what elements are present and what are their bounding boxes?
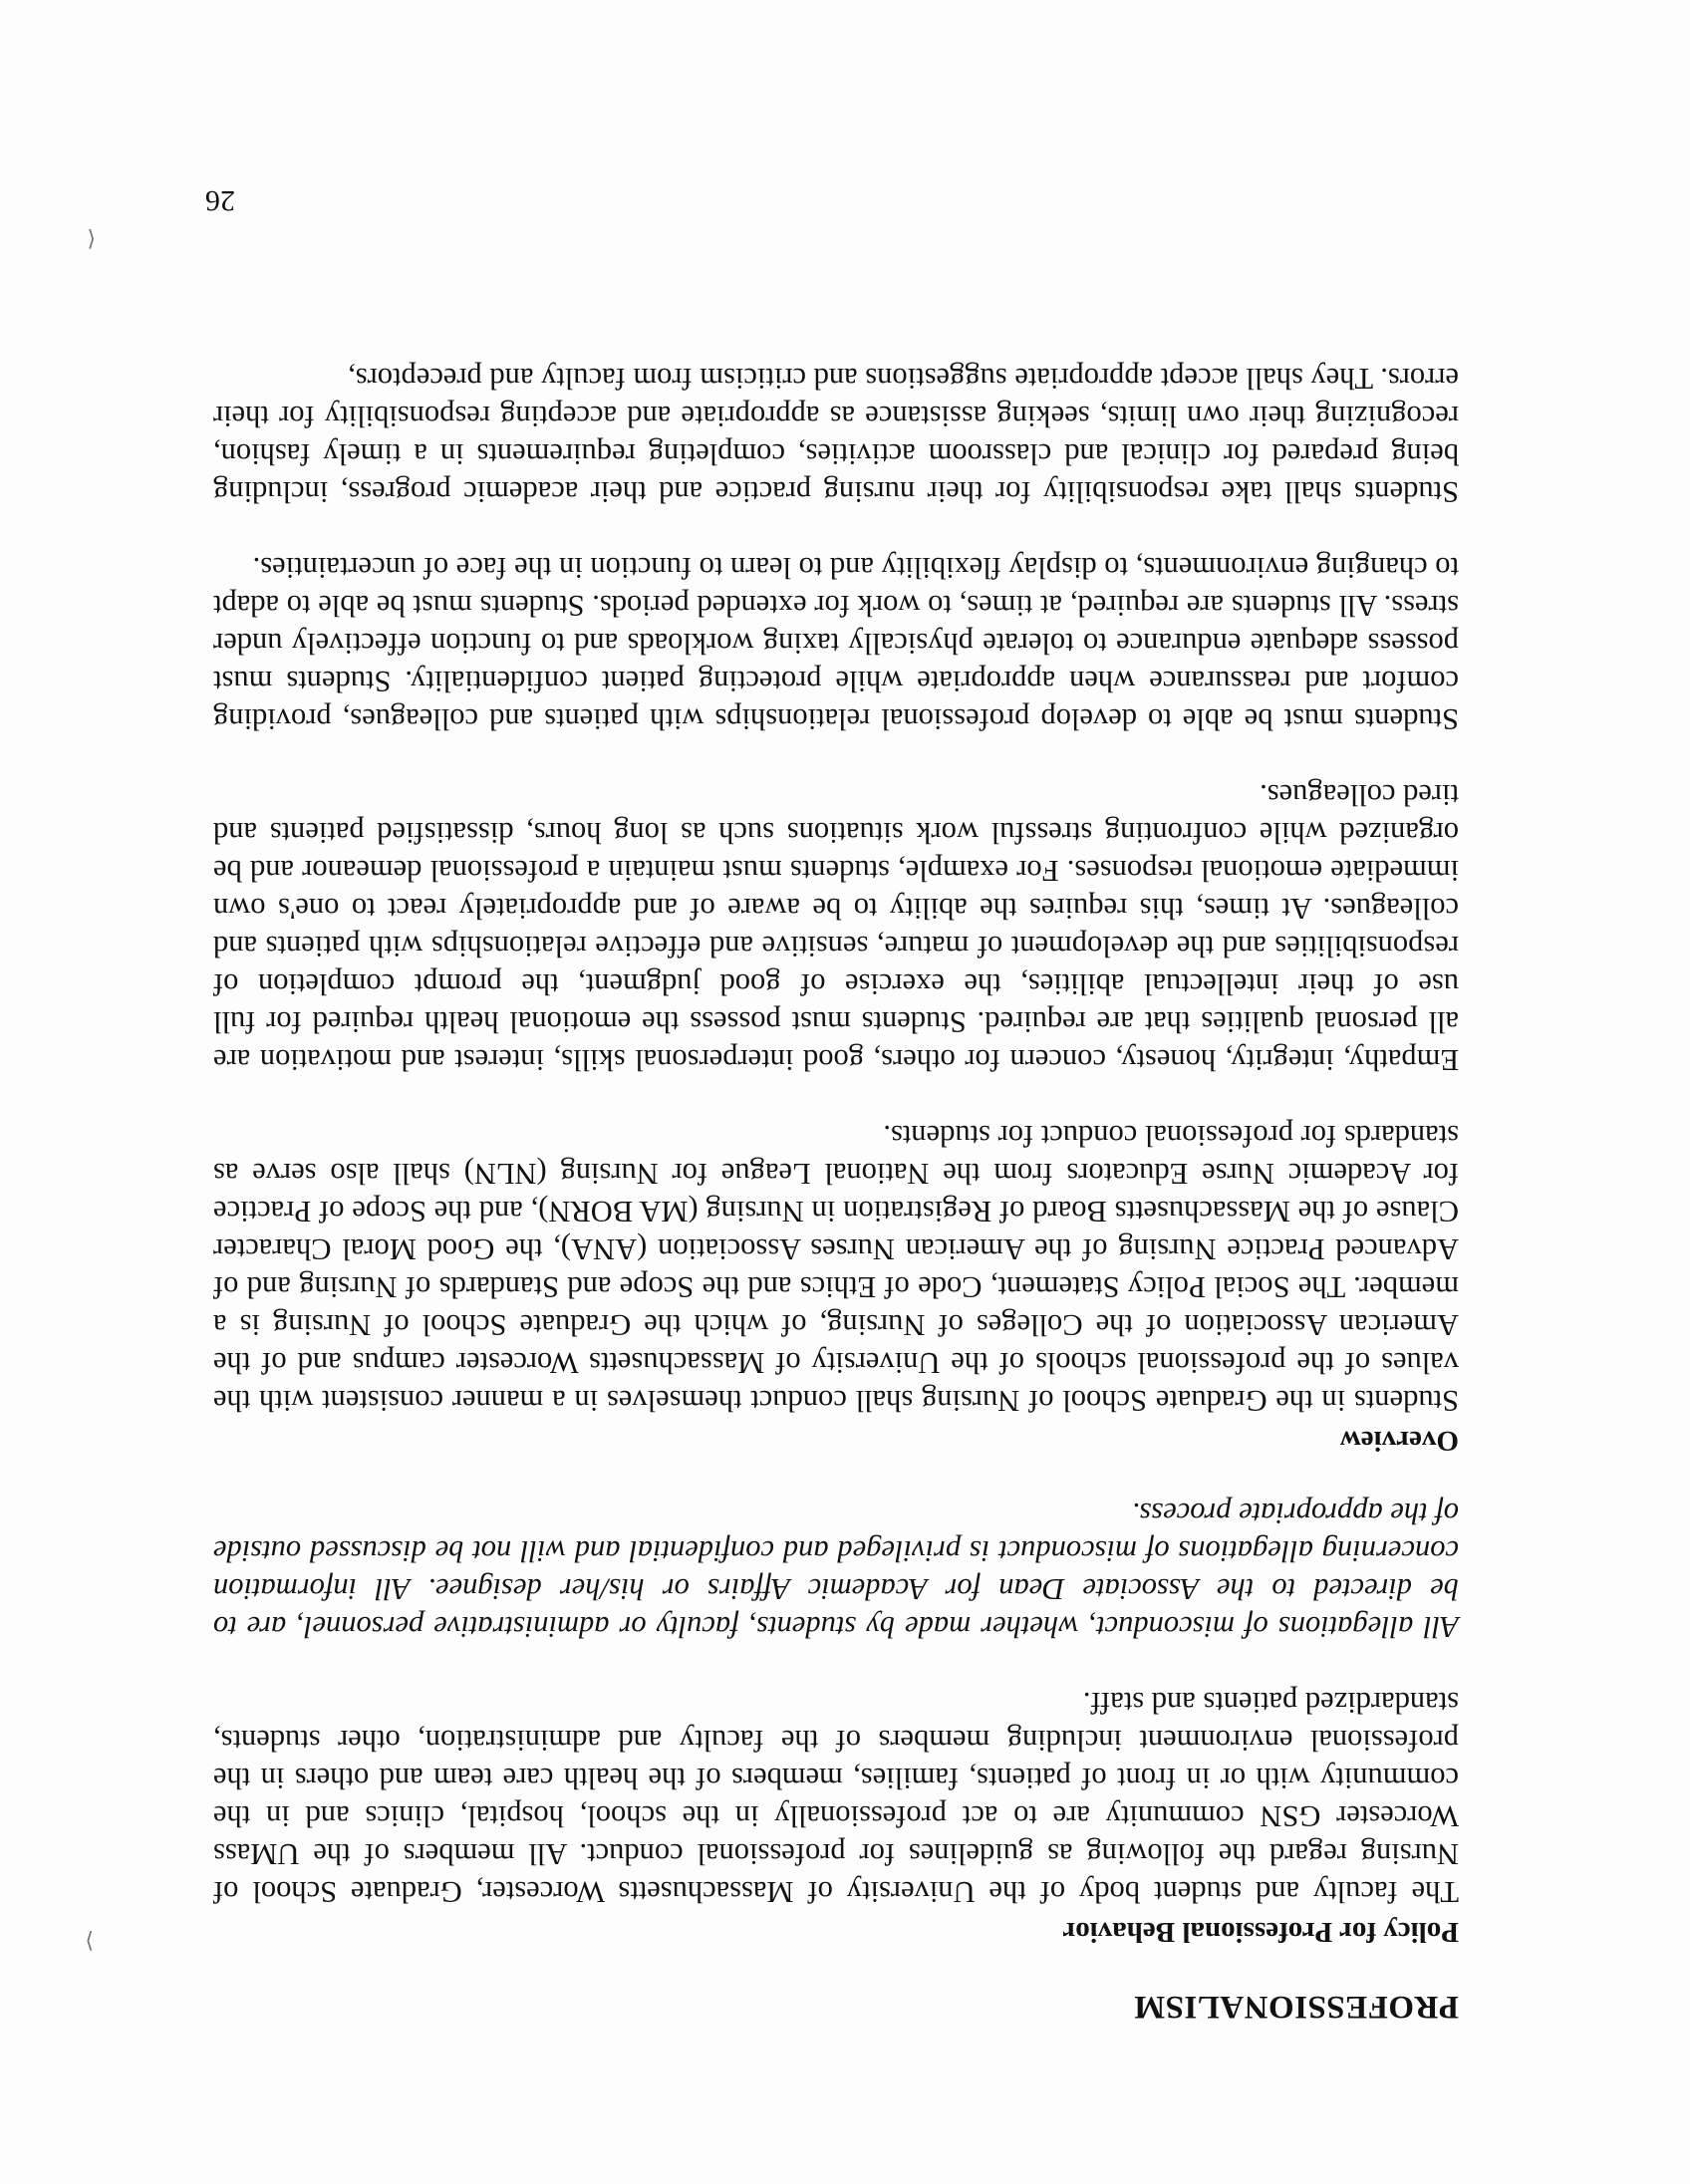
page-content xyxy=(213,322,1459,2025)
scan-artifact-mark: ⟨ xyxy=(87,226,96,251)
paragraph-policy-intro: The faculty and student body of the University of Massachusetts Worcester, Graduate School of Nursing regard the following as guidelines for professional conduct. All members of the UMass Worcester GSN community are to act professionally in the school, hospital, clinics and in the community with or in front of patients, families, members of the health care team and others in the professional environment including members of the faculty and administration, other students, standardized patients and staff. xyxy=(213,1686,1459,1909)
paragraph-misconduct-allegations: All allegations of misconduct, whether made by students, faculty or administrative personnel, are to be directed to the Associate Dean for Academic Affairs or his/her designee. All information concerning allegations of misconduct is privileged and confidential and will not be discussed outside of the appropriate process. xyxy=(213,1497,1459,1644)
section-overview xyxy=(213,360,1459,1457)
section-heading-policy: Policy for Professional Behavior xyxy=(1062,1916,1459,1948)
paragraph-relationships-endurance: Students must be able to develop professional relationships with patients and colleagues, providing comfort and reassurance when appropriate while protecting patient confidentiality. Students must possess adequate endurance to tolerate physically taxing workloads and to function effectively under stress. All students are required, at times, to work for extended periods. Students must be able to adapt to changing environments, to display flexibility and to learn to function in the face of uncertainties. xyxy=(213,551,1459,736)
paragraph-personal-qualities: Empathy, integrity, honesty, concern for others, good interpersonal skills, interest and motivation are all personal qualities that are required. Students must possess the emotional health required for full use of their intellectual abilities, the exercise of good judgment, the prompt completion of responsibilities and the development of mature, sensitive and effective relationships with patients and colleagues. At times, this requires the ability to be aware of and appropriately react to one's own immediate emotional responses. For example, students must maintain a professional demeanor and be organized while confronting stressful work situations such as long hours, dissatisfied patients and tired colleagues. xyxy=(213,778,1459,1077)
section-policy xyxy=(213,1495,1459,1948)
paragraph-overview-values: Students in the Graduate School of Nursing shall conduct themselves in a manner consistent with the values of the professional schools of the University of Massachusetts Worcester campus and of the American Association of the Colleges of Nursing, of which the Graduate School of Nursing is a member. The Social Policy Statement, Code of Ethics and the Scope and Standards of Nursing and of Advanced Practice Nursing of the American Nurses Association (ANA), the Good Moral Character Clause of the Massachusetts Board of Registration in Nursing (MA BORN), and the Scope of Practice for Academic Nurse Educators from the National League for Nursing (NLN) shall also serve as standards for professional conduct for students. xyxy=(213,1119,1459,1418)
document-title: PROFESSIONALISM xyxy=(1133,1989,1459,2025)
scan-artifact-mark: ⟩ xyxy=(85,1928,94,1953)
paragraph-responsibility: Students shall take responsibility for their nursing practice and their academic progress, including being prepared for clinical and classroom activities, completing requirements in a timely fashion, recognizing their own limits, seeking assistance as appropriate and accepting responsibility for their errors. They shall accept appropriate suggestions and criticism from faculty and preceptors, xyxy=(213,362,1459,509)
page-number: 26 xyxy=(205,184,235,217)
section-heading-overview: Overview xyxy=(1339,1425,1459,1457)
